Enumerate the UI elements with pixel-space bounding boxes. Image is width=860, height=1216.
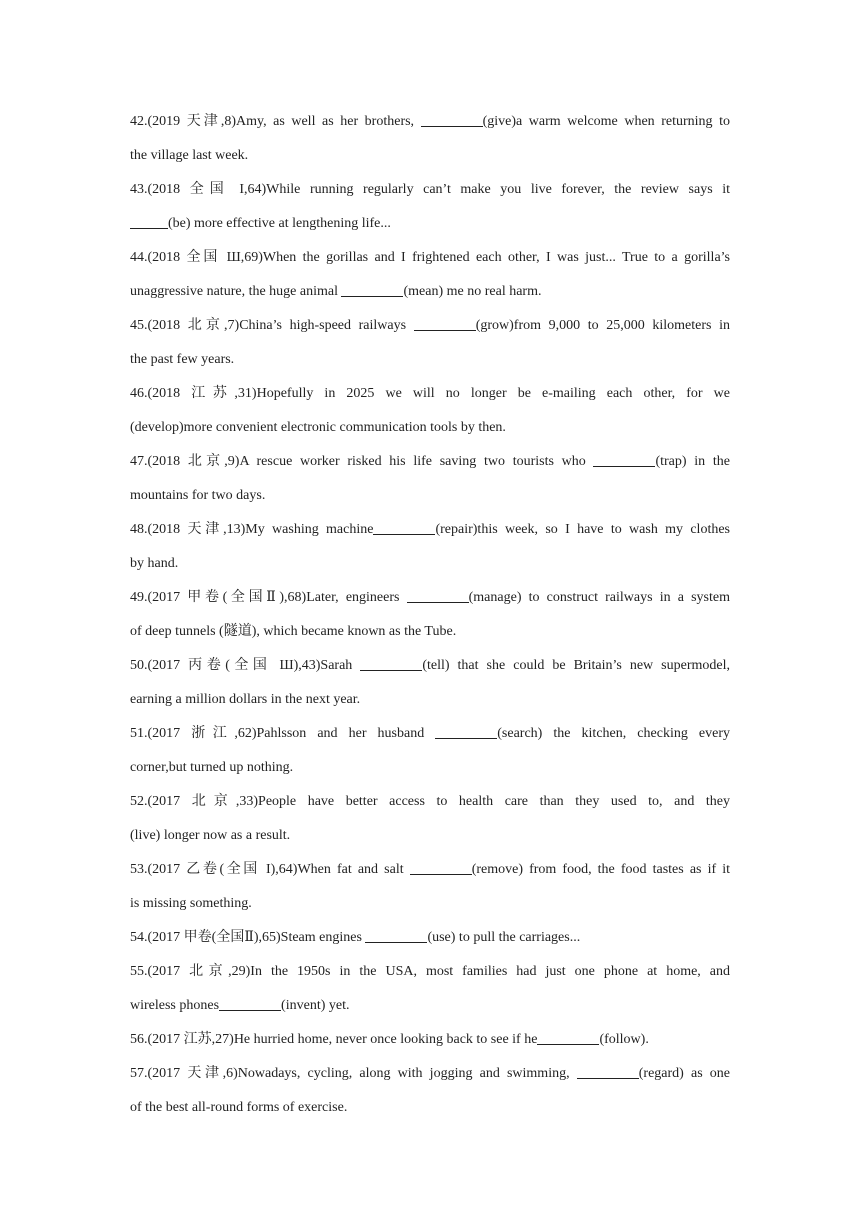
question-text: (give)a warm welcome when returning to: [482, 114, 730, 129]
question-text: earning a million dollars in the next year.: [130, 692, 361, 707]
question-text: (grow)from 9,000 to 25,000 kilometers in: [475, 318, 731, 333]
question-text: 46.(2018 江苏,31)Hopefully in 2025 we will no longer be e-mailing each other, for we: [130, 386, 730, 401]
question-text: 50.(2017 丙卷(全国 Ш),43)Sarah: [130, 658, 361, 673]
answer-blank: [421, 112, 483, 127]
question-text: (follow).: [599, 1032, 649, 1047]
question-text: 51.(2017 浙江,62)Pahlsson and her husband: [130, 726, 436, 741]
answer-blank: [360, 656, 422, 671]
question-44: [130, 241, 730, 309]
question-52: [130, 785, 730, 853]
question-48: [130, 513, 730, 581]
answer-blank: [435, 724, 497, 739]
question-text: 48.(2018 天津,13)My washing machine: [130, 522, 374, 537]
answer-blank: [410, 860, 472, 875]
question-text: 42.(2019 天津,8)Amy, as well as her brothers,: [130, 114, 421, 129]
answer-blank: [373, 520, 435, 535]
question-text: 54.(2017 甲卷(全国Ⅱ),65)Steam engines: [130, 930, 366, 945]
question-text: wireless phones: [130, 998, 220, 1013]
question-text: 43.(2018 全国 I,64)While running regularly can’t make you live forever, the review says it: [130, 182, 730, 197]
question-46: [130, 377, 730, 445]
question-text: (trap) in the: [655, 454, 730, 469]
question-text: (invent) yet.: [281, 998, 350, 1013]
question-text: 44.(2018 全国 Ш,69)When the gorillas and I frightened each other, I was just... True to a gorilla’s: [130, 250, 730, 265]
answer-blank: [365, 928, 427, 943]
document-page: [130, 105, 730, 1125]
question-54: [130, 921, 730, 955]
question-text: (search) the kitchen, checking every: [497, 726, 730, 741]
question-text: by hand.: [130, 556, 179, 571]
question-42: [130, 105, 730, 173]
question-43: [130, 173, 730, 241]
question-text: 49.(2017 甲卷(全国Ⅱ),68)Later, engineers: [130, 590, 407, 605]
question-47: [130, 445, 730, 513]
answer-blank: [407, 588, 469, 603]
question-45: [130, 309, 730, 377]
answer-blank: [219, 996, 281, 1011]
question-51: [130, 717, 730, 785]
question-text: (develop)more convenient electronic communication tools by then.: [130, 420, 506, 435]
question-text: is missing something.: [130, 896, 252, 911]
question-text: (manage) to construct railways in a system: [468, 590, 731, 605]
question-text: 56.(2017 江苏,27)He hurried home, never once looking back to see if he: [130, 1032, 538, 1047]
question-56: [130, 1023, 730, 1057]
answer-blank: [414, 316, 476, 331]
question-text: (repair)this week, so I have to wash my clothes: [435, 522, 731, 537]
question-text: (live) longer now as a result.: [130, 828, 291, 843]
question-text: 47.(2018 北京,9)A rescue worker risked his life saving two tourists who: [130, 454, 594, 469]
question-text: (tell) that she could be Britain’s new supermodel,: [422, 658, 730, 673]
question-text: 57.(2017 天津,6)Nowadays, cycling, along with jogging and swimming,: [130, 1066, 577, 1081]
question-text: the past few years.: [130, 352, 235, 367]
question-text: 45.(2018 北京,7)China’s high-speed railways: [130, 318, 414, 333]
question-text: 53.(2017 乙卷(全国 I),64)When fat and salt: [130, 862, 410, 877]
question-text: the village last week.: [130, 148, 249, 163]
question-57: [130, 1057, 730, 1125]
question-53: [130, 853, 730, 921]
question-text: of the best all-round forms of exercise.: [130, 1100, 348, 1115]
question-text: unaggressive nature, the huge animal: [130, 284, 342, 299]
question-text: 52.(2017 北京,33)People have better access to health care than they used to, and they: [130, 794, 730, 809]
question-text: corner,but turned up nothing.: [130, 760, 294, 775]
question-text: mountains for two days.: [130, 488, 266, 503]
question-text: (be) more effective at lengthening life...: [168, 216, 391, 231]
question-text: (regard) as one: [638, 1066, 731, 1081]
question-50: [130, 649, 730, 717]
question-text: (mean) me no real harm.: [403, 284, 542, 299]
question-text: (use) to pull the carriages...: [427, 930, 581, 945]
answer-blank: [341, 282, 403, 297]
answer-blank: [577, 1064, 639, 1079]
question-55: [130, 955, 730, 1023]
question-49: [130, 581, 730, 649]
answer-blank: [130, 214, 168, 229]
question-text: 55.(2017 北京,29)In the 1950s in the USA, most families had just one phone at home, and: [130, 964, 730, 979]
question-text: of deep tunnels (隧道), which became known as the Tube.: [130, 624, 457, 639]
answer-blank: [537, 1030, 599, 1045]
question-text: (remove) from food, the food tastes as if it: [471, 862, 730, 877]
answer-blank: [593, 452, 655, 467]
